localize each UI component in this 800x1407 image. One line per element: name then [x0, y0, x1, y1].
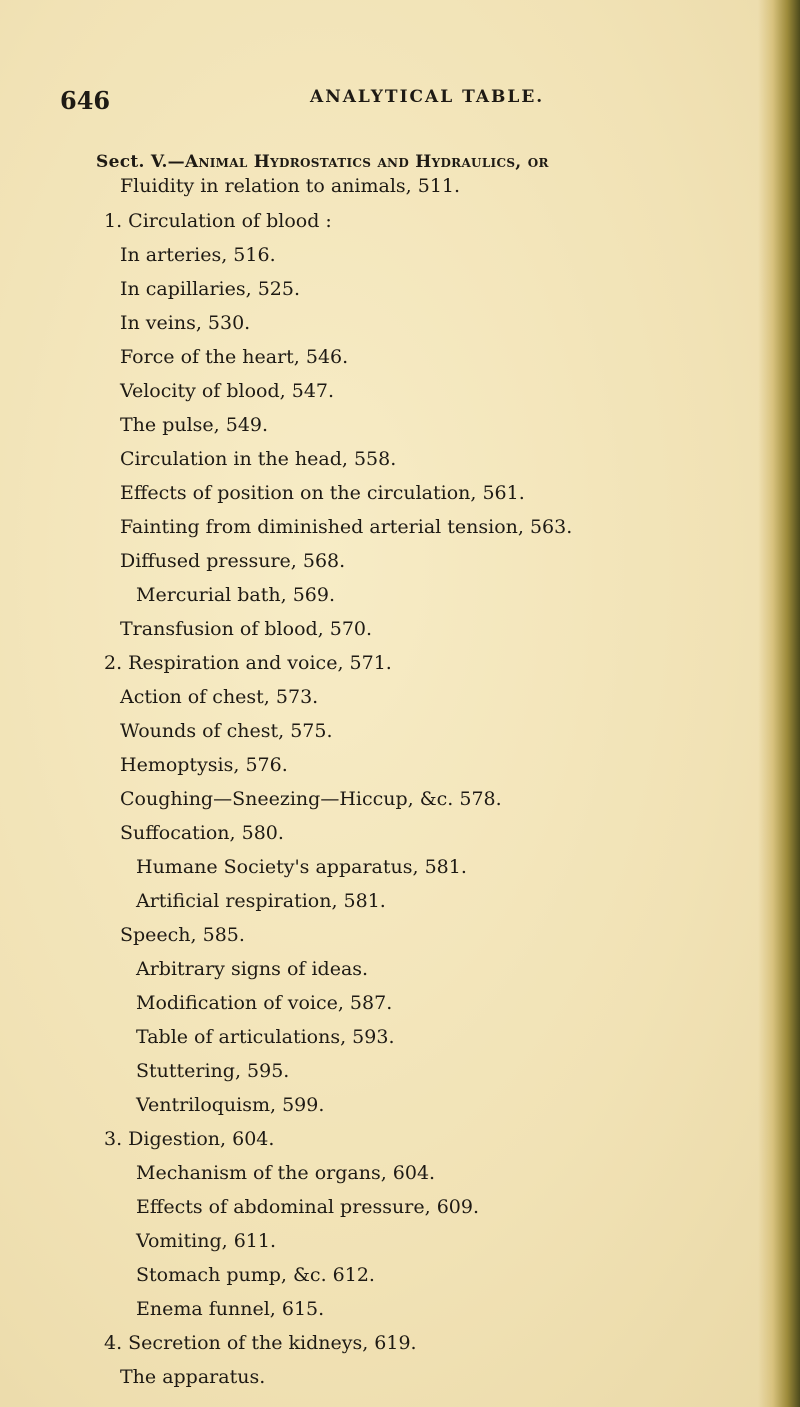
- section-label: Sect. V.—: [96, 152, 185, 172]
- index-subentry: Artificial respiration, 581.: [136, 890, 386, 912]
- index-entry: The pulse, 549.: [120, 414, 269, 436]
- section-title: Animal Hydrostatics and Hydraulics, or: [184, 152, 549, 172]
- index-entry: Fluidity in relation to animals, 511.: [120, 175, 461, 197]
- index-entry: Suffocation, 580.: [120, 822, 284, 844]
- index-subentry: Vomiting, 611.: [136, 1230, 277, 1252]
- index-subentry: Arbitrary signs of ideas.: [136, 958, 369, 980]
- running-title: ANALYTICAL TABLE.: [310, 87, 545, 107]
- index-entry: In capillaries, 525.: [120, 278, 301, 300]
- index-subentry: Ventriloquism, 599.: [136, 1094, 325, 1116]
- index-entry: Speech, 585.: [120, 924, 245, 946]
- section-heading: [96, 150, 549, 174]
- index-entry: Wounds of chest, 575.: [120, 720, 333, 742]
- index-subentry: Mechanism of the organs, 604.: [136, 1162, 436, 1184]
- index-subentry: Stomach pump, &c. 612.: [136, 1264, 375, 1286]
- index-subentry: Mercurial bath, 569.: [136, 584, 336, 606]
- page-number: 646: [60, 86, 111, 115]
- index-entry-main: 3. Digestion, 604.: [104, 1128, 275, 1150]
- index-entry-main: 4. Secretion of the kidneys, 619.: [104, 1332, 417, 1354]
- index-entry: Diffused pressure, 568.: [120, 550, 346, 572]
- index-entry: In arteries, 516.: [120, 244, 276, 266]
- index-entry: Circulation in the head, 558.: [120, 448, 397, 470]
- index-subentry: Effects of abdominal pressure, 609.: [136, 1196, 479, 1218]
- index-entry: The apparatus.: [120, 1366, 266, 1388]
- index-entry: Velocity of blood, 547.: [120, 380, 335, 402]
- index-entry: Action of chest, 573.: [120, 686, 319, 708]
- index-subentry: Modification of voice, 587.: [136, 992, 393, 1014]
- index-subentry: Stuttering, 595.: [136, 1060, 290, 1082]
- index-subentry: Table of articulations, 593.: [136, 1026, 395, 1048]
- page-edge-shadow: [758, 0, 800, 1407]
- index-entry: Effects of position on the circulation, 561.: [120, 482, 525, 504]
- index-entry-main: 1. Circulation of blood :: [104, 210, 332, 232]
- index-entry: In veins, 530.: [120, 312, 251, 334]
- index-entry: Transfusion of blood, 570.: [120, 618, 373, 640]
- index-entry-main: 2. Respiration and voice, 571.: [104, 652, 392, 674]
- index-entry: Hemoptysis, 576.: [120, 754, 288, 776]
- index-subentry: Enema funnel, 615.: [136, 1298, 325, 1320]
- index-entry: Coughing—Sneezing—Hiccup, &c. 578.: [120, 788, 502, 810]
- index-entry: Fainting from diminished arterial tension, 563.: [120, 516, 573, 538]
- index-subentry: Humane Society's apparatus, 581.: [136, 856, 467, 878]
- index-entry: Force of the heart, 546.: [120, 346, 349, 368]
